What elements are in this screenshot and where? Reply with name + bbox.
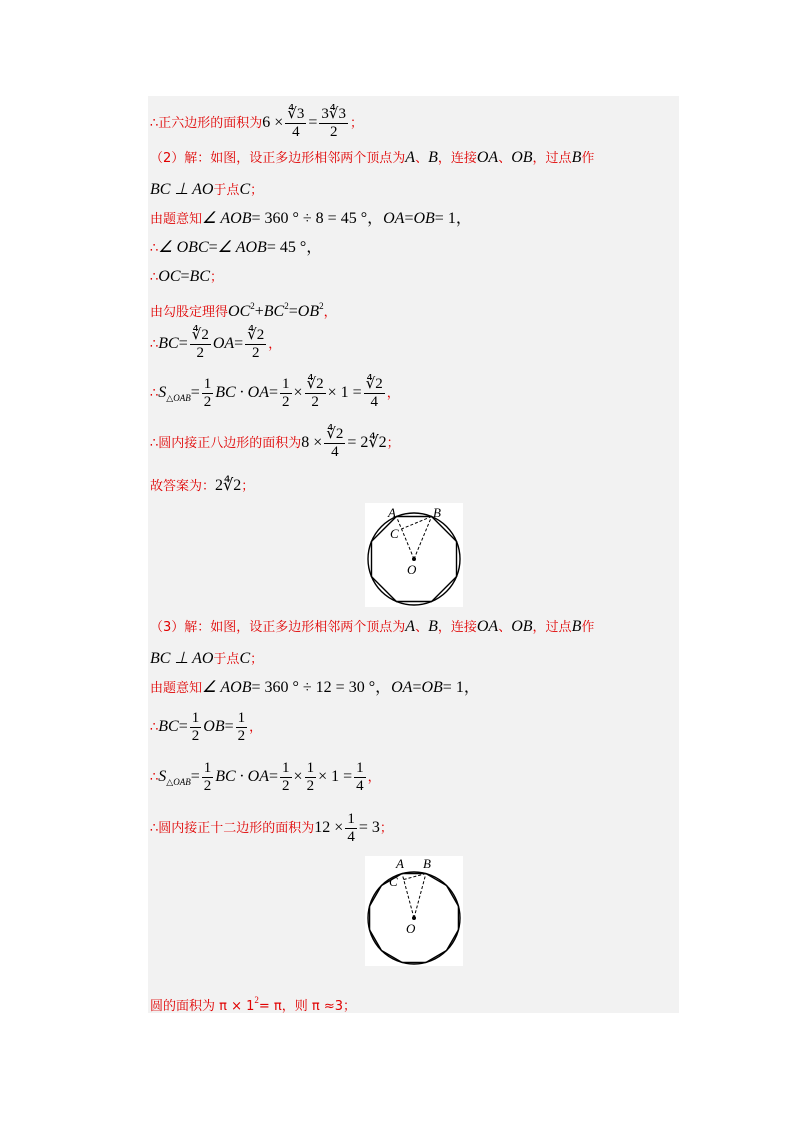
line-part3-intro: （3）解：如图，设正多边形相邻两个顶点为A、B，连接OA、OB，过点B作 [150, 618, 595, 635]
line-part2-pythagoras: 由勾股定理得$OC^2+BC^2=OB^2$， [150, 301, 337, 320]
line-part2-bc-value: ∴BC= $\frac{∜2}{2}$ OA= $\frac{∜2}{2}$ ， [150, 327, 282, 361]
segment-bc [404, 874, 426, 880]
fraction: $\frac{∜3}{4}$ [287, 106, 305, 140]
line-answer: 故答案为：2∜2； [150, 477, 255, 494]
center-point [412, 557, 416, 561]
line-part2-perp: BC ⊥ AO于点C； [150, 181, 264, 198]
line-hexagon-area: ∴正六边形的面积为6 × $\frac{∜3}{4}$ = $\frac{3∜3}{2}$ ； [150, 106, 363, 140]
dodecagon-figure [365, 856, 463, 966]
segment-oa [396, 517, 414, 559]
line-circle-area: 圆的面积为 $\pi \times 1^2= \pi$，则 π ≈3； [150, 995, 356, 1014]
line-octagon-area: ∴圆内接正八边形的面积为8 × $\frac{∜2}{4}$ = 2∜2； [150, 426, 400, 460]
octagon-figure [365, 503, 463, 607]
label-o: O [407, 562, 417, 577]
label-a: A [388, 505, 396, 520]
line-part2-intro: （2）解：如图，设正多边形相邻两个顶点为A、B，连接OA、OB，过点B作 [150, 149, 595, 166]
line-part3-perp: BC ⊥ AO于点C； [150, 650, 264, 667]
line-part2-angle: 由题意知∠ AOB= 360 ° ÷ 8 = 45 °，OA=OB= 1， [150, 210, 472, 227]
fraction: $\frac{3∜3}{2}$ [321, 106, 346, 140]
label-o: O [406, 921, 416, 936]
line-part3-angle: 由题意知∠ AOB= 360 ° ÷ 12 = 30 °，OA=OB= 1， [150, 679, 480, 696]
segment-ob [414, 874, 426, 918]
label-b: B [423, 856, 431, 871]
line-part2-oc-bc: ∴OC=BC； [150, 268, 224, 285]
label-c: C [390, 526, 399, 541]
line-part2-triangle-area: $\therefore S_{\triangle OAB}=$ $\frac{1}{2}$ BC · OA= $\frac{1}{2}$ × $\frac{∜2}{2}$ × 1 = $\frac{∜2}{4}$ ， [150, 376, 400, 410]
label-a: A [396, 856, 404, 871]
center-point [412, 916, 416, 920]
label-c: C [389, 874, 398, 889]
octagon-diagram [365, 503, 463, 607]
segment-bc [402, 517, 432, 529]
segment-oa [402, 874, 414, 918]
line-part2-obc: ∴∠ OBC=∠ AOB= 45 °， [150, 239, 323, 256]
line-part3-bc-value: ∴BC= $\frac{1}{2}$ OB= $\frac{1}{2}$ ， [150, 710, 263, 744]
label-b: B [433, 505, 441, 520]
line-dodecagon-area: ∴圆内接正十二边形的面积为12 × $\frac{1}{4}$ = 3； [150, 811, 393, 845]
line-part3-triangle-area: $\therefore S_{\triangle OAB}=$ $\frac{1}{2}$ BC · OA= $\frac{1}{2}$ × $\frac{1}{2}$ × 1 = $\frac{1}{4}$ ， [150, 760, 381, 794]
dodecagon-diagram [365, 856, 463, 966]
